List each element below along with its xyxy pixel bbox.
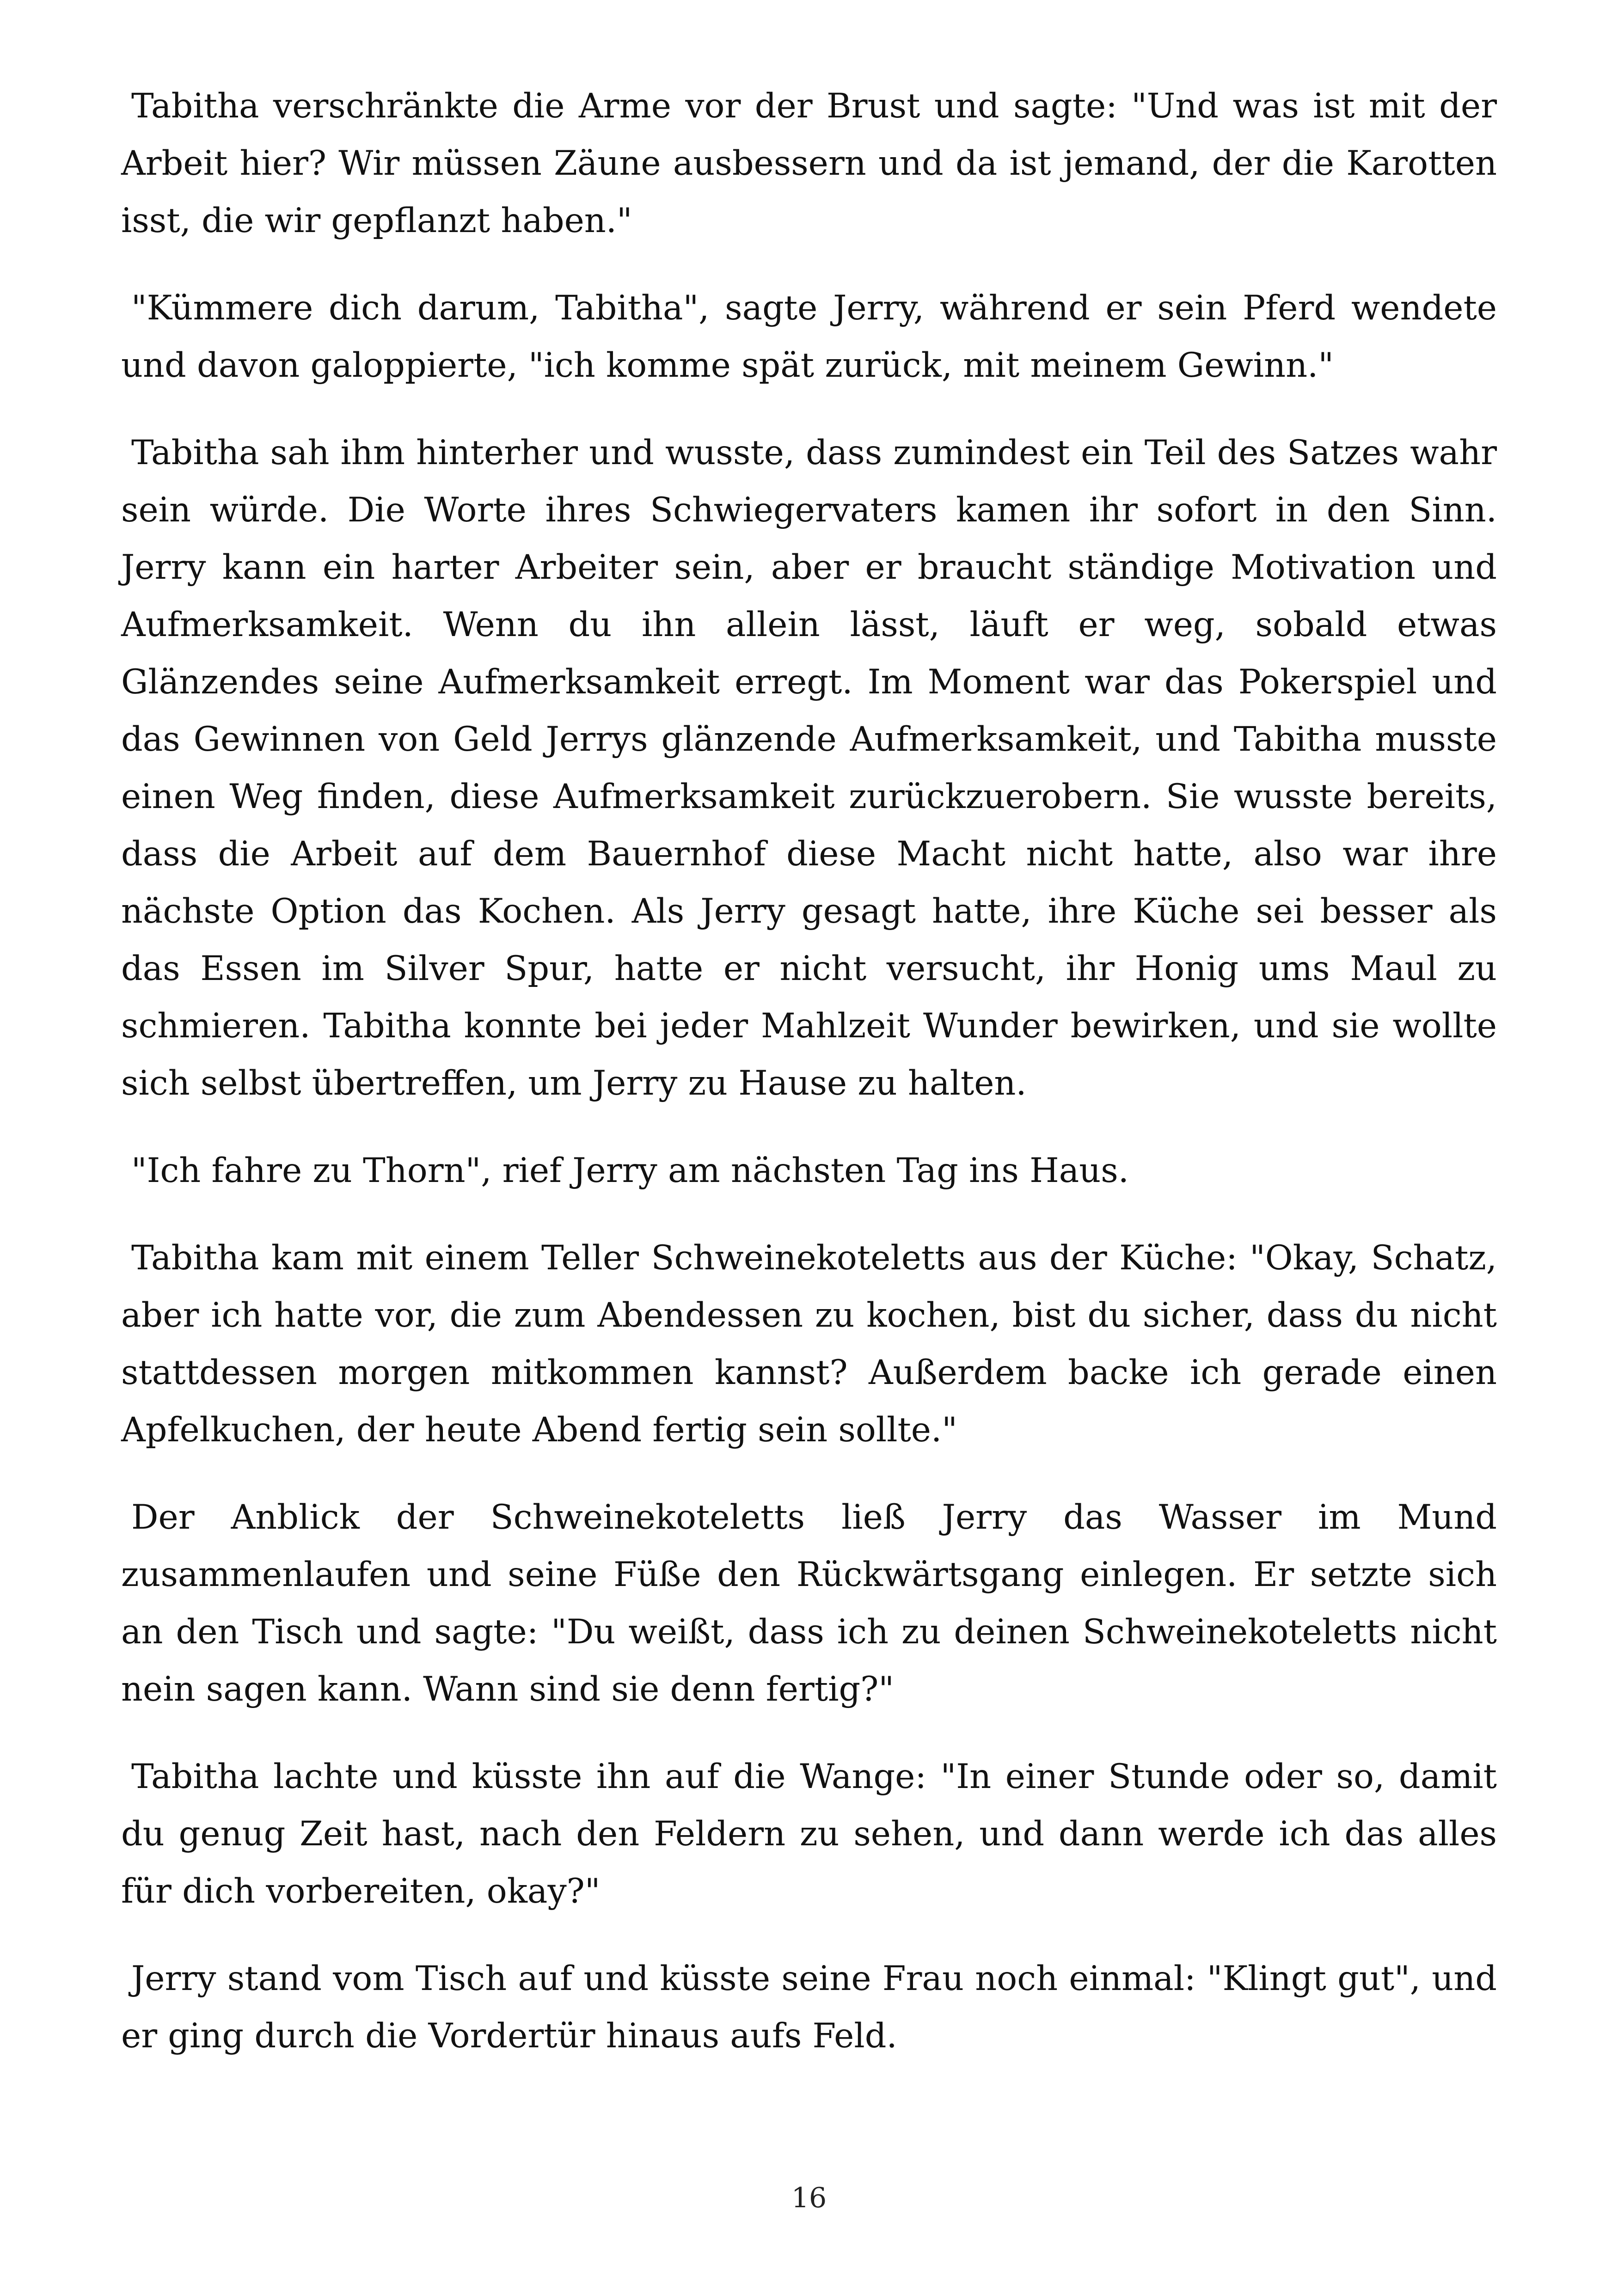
page-text xyxy=(121,78,1497,2095)
paragraph-8: Jerry stand vom Tisch auf und küsste seine Frau noch einmal: "Klingt gut", und er ging durch die Vordertür hinaus aufs Feld. xyxy=(121,1959,1497,2056)
paragraph-5: Tabitha kam mit einem Teller Schweinekoteletts aus der Küche: "Okay, Schatz, aber ich hatte vor, die zum Abendessen zu kochen, bist du sicher, dass du nicht stattdessen morgen mitkommen kannst? Außerdem backe ich gerade einen Apfelkuchen, der heute Abend fertig sein sollte." xyxy=(121,1238,1497,1450)
paragraph-4: "Ich fahre zu Thorn", rief Jerry am nächsten Tag ins Haus. xyxy=(131,1151,1129,1190)
paragraph-7: Tabitha lachte und küsste ihn auf die Wange: "In einer Stunde oder so, damit du genug Zeit hast, nach den Feldern zu sehen, und dann werde ich das alles für dich vorbereiten, okay?" xyxy=(121,1757,1497,1911)
paragraph-2: "Kümmere dich darum, Tabitha", sagte Jerry, während er sein Pferd wendete und davon galoppierte, "ich komme spät zurück, mit meinem Gewinn." xyxy=(121,288,1497,385)
paragraph-1: Tabitha verschränkte die Arme vor der Brust und sagte: "Und was ist mit der Arbeit hier? Wir müssen Zäune ausbessern und da ist jemand, der die Karotten isst, die wir gepflanzt haben." xyxy=(121,86,1497,240)
paragraph-3: Tabitha sah ihm hinterher und wusste, dass zumindest ein Teil des Satzes wahr sein würde. Die Worte ihres Schwiegervaters kamen ihr sofort in den Sinn. Jerry kann ein harter Arbeiter sein, aber er braucht ständige Motivation und Aufmerksamkeit. Wenn du ihn allein lässt, läuft er weg, sobald etwas Glänzendes seine Aufmerksamkeit erregt. Im Moment war das Pokerspiel und das Gewinnen von Geld Jerrys glänzende Aufmerksamkeit, und Tabitha musste einen Weg finden, diese Aufmerksamkeit zurückzuerobern. Sie wusste bereits, dass die Arbeit auf dem Bauernhof diese Macht nicht hatte, also war ihre nächste Option das Kochen. Als Jerry gesagt hatte, ihre Küche sei besser als das Essen im Silver Spur, hatte er nicht versucht, ihr Honig ums Maul zu schmieren. Tabitha konnte bei jeder Mahlzeit Wunder bewirken, und sie wollte sich selbst übertreffen, um Jerry zu Hause zu halten. xyxy=(121,433,1497,1103)
page-number: 16 xyxy=(791,2182,827,2214)
paragraph-6: Der Anblick der Schweinekoteletts ließ Jerry das Wasser im Mund zusammenlaufen und seine Füße den Rückwärtsgang einlegen. Er setzte sich an den Tisch und sagte: "Du weißt, dass ich zu deinen Schweinekoteletts nicht nein sagen kann. Wann sind sie denn fertig?" xyxy=(121,1498,1497,1709)
